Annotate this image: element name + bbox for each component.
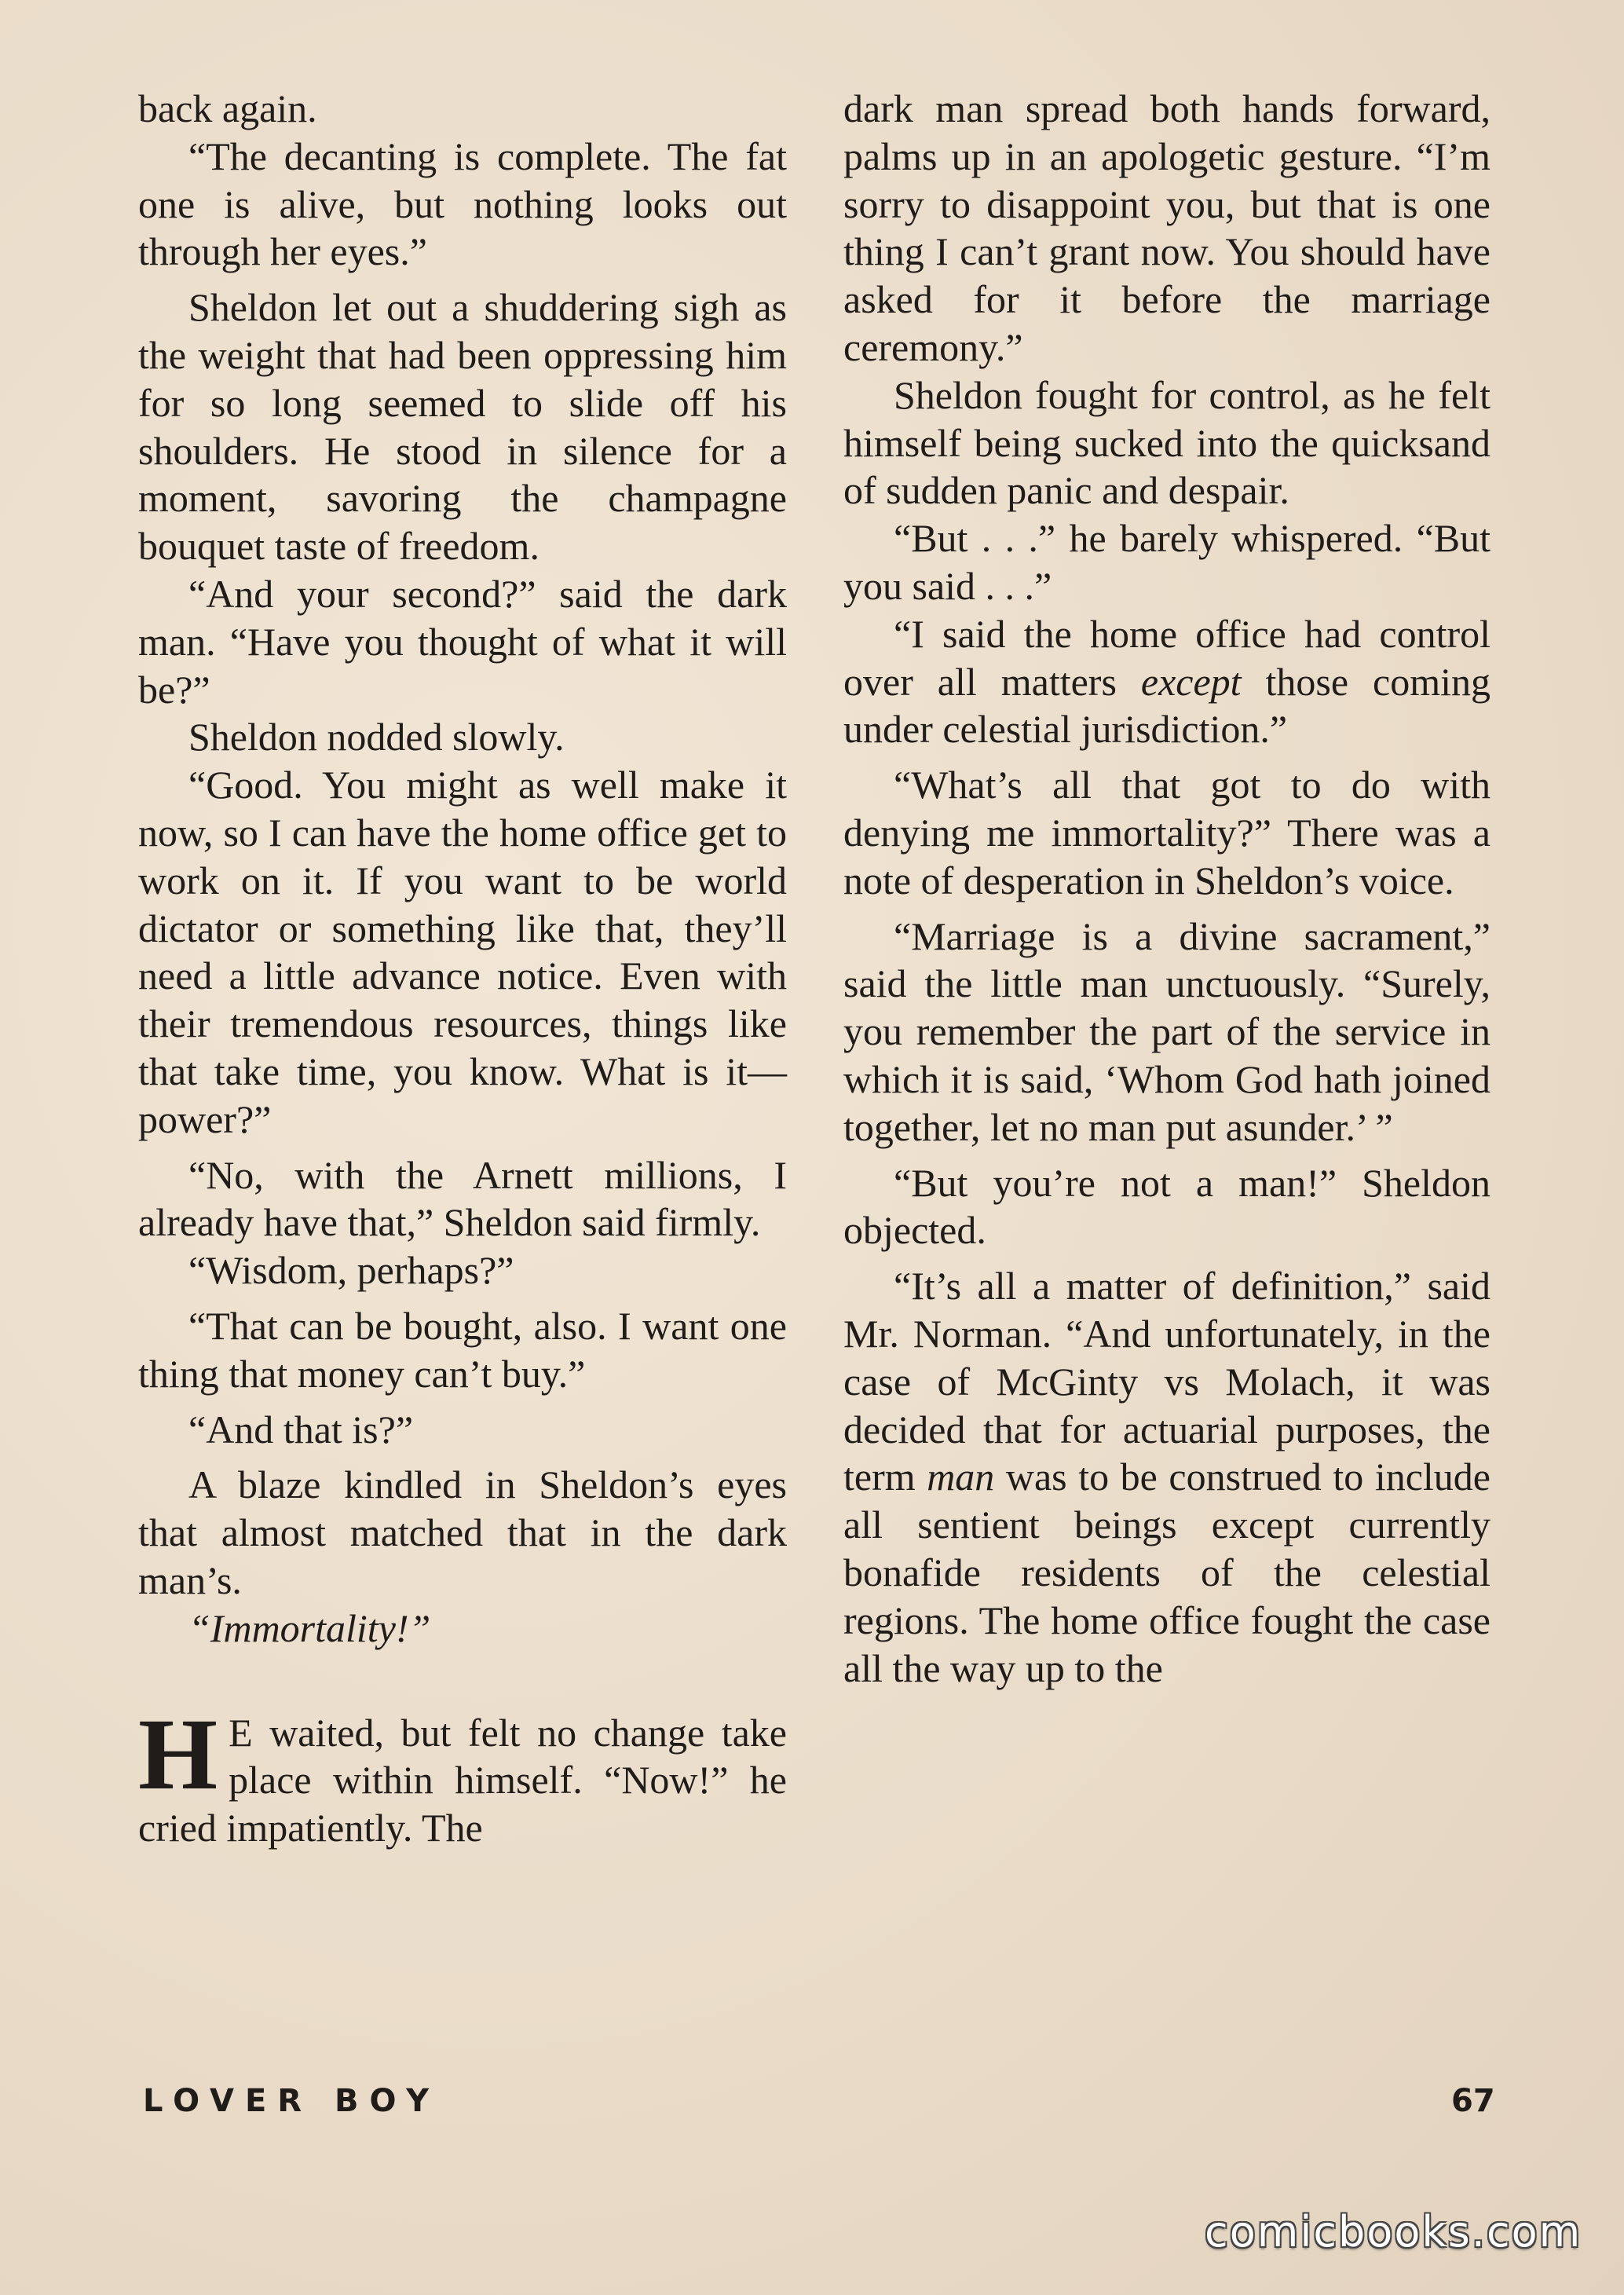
paragraph: “Good. You might as well make it now, so I can have the home office get to work on it. If you want to be world dictator or something like that, they’ll need a little advance notice. Even with their tremendous resources, things like that take time, you know. What is it—power?” xyxy=(138,763,787,1141)
text-run: was to be construed to include all sentient beings except currently bonafide residents of the celestial regions. The home office fought the case all the way up to the xyxy=(843,1455,1490,1690)
text-run: those coming under celestial jurisdiction.” xyxy=(843,659,1490,752)
italic-word: except xyxy=(1140,659,1242,704)
paragraph: “That can be bought, also. I want one thing that money can’t buy.” xyxy=(138,1303,787,1396)
paragraph: “What’s all that got to do with denying me immortality?” There was a note of desperation in Sheldon’s voice. xyxy=(843,763,1490,902)
paragraph: back again. xyxy=(138,86,317,130)
left-text-column xyxy=(138,85,787,1852)
drop-cap: H xyxy=(138,1697,218,1811)
paragraph: “But . . .” he barely whispered. “But you said . . .” xyxy=(843,516,1490,608)
watermark-logo: comicbooks.com xyxy=(1205,2207,1582,2257)
paragraph: Sheldon fought for control, as he felt himself being sucked into the quicksand of sudden panic and despair. xyxy=(843,372,1490,513)
paragraph: “No, with the Arnett millions, I already have that,” Sheldon said firmly. xyxy=(138,1152,787,1245)
paragraph: “And that is?” xyxy=(188,1407,414,1451)
section-text: E waited, but felt no change take place within himself. “Now!” he cried impatiently. The xyxy=(138,1710,787,1850)
section-paragraph xyxy=(138,1697,787,1852)
text-run: “I said the home office had control over all matters xyxy=(843,611,1490,704)
paragraph: “But you’re not a man!” Sheldon objected. xyxy=(843,1160,1490,1253)
paragraph: “Marriage is a divine sacrament,” said the little man unctuously. “Surely, you remember the part of the service in which it is said, ‘Whom God hath joined together, let no man put asunder.’ ” xyxy=(843,913,1490,1149)
paragraph: “Wisdom, perhaps?” xyxy=(188,1248,514,1293)
running-title: LOVER BOY xyxy=(143,2083,441,2119)
italic-word: man xyxy=(927,1455,995,1499)
paragraph: dark man spread both hands forward, palms up in an apologetic gesture. “I’m sorry to disappoint you, but that is one thing I can’t grant now. You should have asked for it before the marriage ceremony.” xyxy=(843,86,1490,369)
paragraph: “And your second?” said the dark man. “Have you thought of what it will be?” xyxy=(138,571,787,712)
right-text-column xyxy=(843,85,1490,1692)
text-run: “It’s all a matter of definition,” said Mr. Norman. “And unfortunately, in the case of McGinty vs Molach, it was decided that for actuarial purposes, the term xyxy=(843,1264,1490,1499)
paragraph: A blaze kindled in Sheldon’s eyes that almost matched that in the dark man’s. xyxy=(138,1462,787,1602)
page-number: 67 xyxy=(1451,2083,1495,2119)
paragraph: “The decanting is complete. The fat one is alive, but nothing looks out through her eyes.” xyxy=(138,134,787,274)
paragraph xyxy=(843,1262,1490,1692)
paragraph: Sheldon let out a shuddering sigh as the weight that had been oppressing him for so long seemed to slide off his shoulders. He stood in silence for a moment, savoring the champagne bouquet taste of freedom. xyxy=(138,285,787,569)
paragraph: Sheldon nodded slowly. xyxy=(188,715,565,760)
paragraph-emphasis: “Immortality!” xyxy=(188,1605,431,1650)
paragraph xyxy=(843,610,1490,753)
